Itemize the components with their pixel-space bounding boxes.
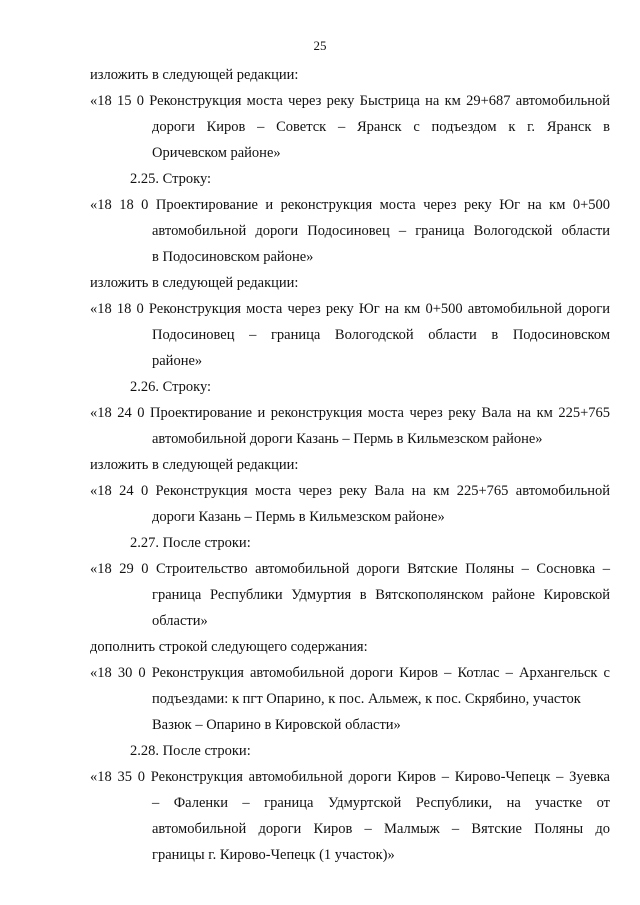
document-line: подъездами: к пгт Опарино, к пос. Альмеж, к пос. Скрябино, участок bbox=[152, 691, 581, 707]
document-line: граница Республики Удмуртия в Вятскополянском районе Кировской bbox=[152, 587, 610, 603]
document-line: «18 30 0 Реконструкция автомобильной дороги Киров – Котлас – Архангельск с bbox=[90, 665, 610, 681]
document-body bbox=[90, 62, 610, 868]
document-line: Оричевском районе» bbox=[152, 145, 281, 161]
document-line: автомобильной дороги Подосиновец – граница Вологодской области bbox=[152, 223, 610, 239]
document-line: «18 35 0 Реконструкция автомобильной дороги Киров – Кирово-Чепецк – Зуевка bbox=[90, 769, 610, 785]
document-line: дополнить строкой следующего содержания: bbox=[90, 639, 368, 655]
document-line: «18 24 0 Реконструкция моста через реку Вала на км 225+765 автомобильной bbox=[90, 483, 610, 499]
document-line: «18 29 0 Строительство автомобильной дороги Вятские Поляны – Сосновка – bbox=[90, 561, 610, 577]
document-line: «18 15 0 Реконструкция моста через реку Быстрица на км 29+687 автомобильной bbox=[90, 93, 610, 109]
document-line: Вазюк – Опарино в Кировской области» bbox=[152, 717, 401, 733]
document-line: границы г. Кирово-Чепецк (1 участок)» bbox=[152, 847, 395, 863]
document-line: «18 18 0 Проектирование и реконструкция моста через реку Юг на км 0+500 bbox=[90, 197, 610, 213]
document-line: Подосиновец – граница Вологодской области в Подосиновском bbox=[152, 327, 610, 343]
document-line: 2.27. После строки: bbox=[130, 535, 251, 551]
document-line: автомобильной дороги Казань – Пермь в Кильмезском районе» bbox=[152, 431, 543, 447]
document-line: – Фаленки – граница Удмуртской Республики, на участке от bbox=[152, 795, 610, 811]
document-line: изложить в следующей редакции: bbox=[90, 457, 299, 473]
document-line: области» bbox=[152, 613, 208, 629]
document-line: 2.25. Строку: bbox=[130, 171, 212, 187]
document-line: изложить в следующей редакции: bbox=[90, 275, 299, 291]
document-line: изложить в следующей редакции: bbox=[90, 67, 299, 83]
document-line: «18 18 0 Реконструкция моста через реку Юг на км 0+500 автомобильной дороги bbox=[90, 301, 610, 317]
document-line: в Подосиновском районе» bbox=[152, 249, 314, 265]
document-line: 2.28. После строки: bbox=[130, 743, 251, 759]
document-line: дороги Киров – Советск – Яранск с подъездом к г. Яранск в bbox=[152, 119, 610, 135]
document-line: автомобильной дороги Киров – Малмыж – Вятские Поляны до bbox=[152, 821, 610, 837]
document-line: дороги Казань – Пермь в Кильмезском районе» bbox=[152, 509, 445, 525]
document-line: 2.26. Строку: bbox=[130, 379, 212, 395]
document-line: «18 24 0 Проектирование и реконструкция моста через реку Вала на км 225+765 bbox=[90, 405, 610, 421]
page-number: 25 bbox=[313, 38, 327, 53]
document-line: районе» bbox=[152, 353, 203, 369]
